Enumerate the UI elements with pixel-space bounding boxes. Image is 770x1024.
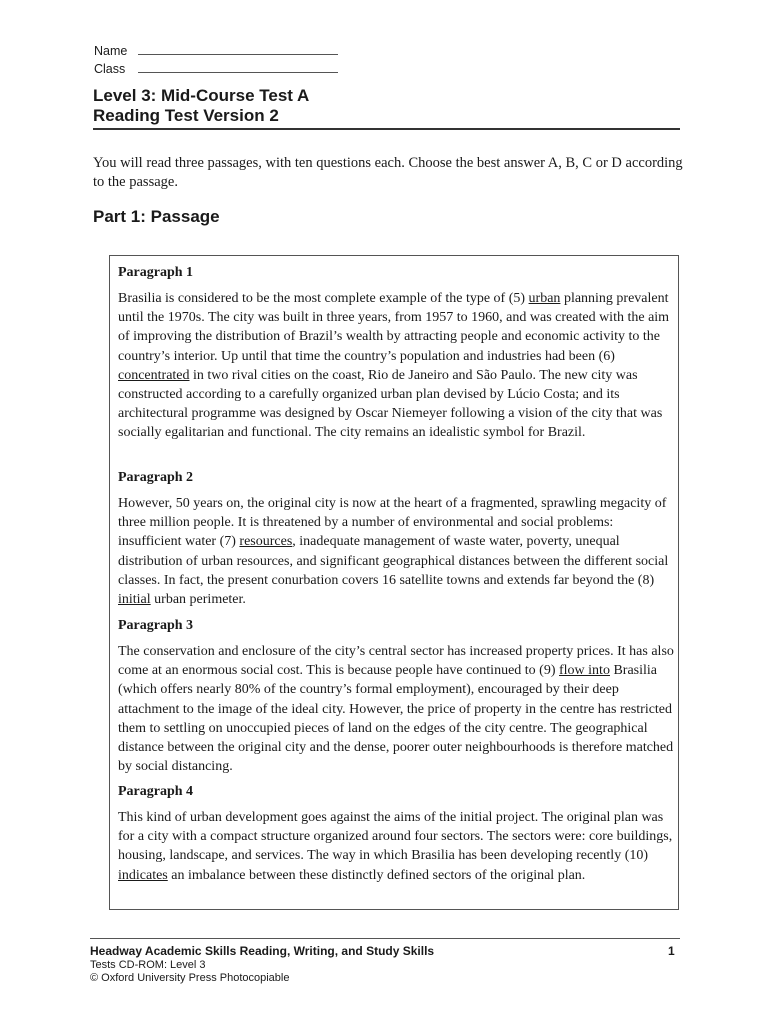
title-divider	[93, 128, 680, 130]
part-heading: Part 1: Passage	[93, 207, 220, 226]
vocab-concentrated: concentrated	[118, 367, 190, 383]
class-field	[94, 62, 338, 76]
vocab-indicates: indicates	[118, 867, 168, 883]
title-line-1: Level 3: Mid-Course Test A	[93, 86, 310, 105]
vocab-flow-into: flow into	[559, 663, 610, 679]
paragraph-2-heading: Paragraph 2	[118, 470, 194, 485]
footer-cdrom: Tests CD-ROM: Level 3	[90, 959, 206, 971]
paragraph-3-text: The conservation and enclosure of the city’s central sector has increased property prices. It has also come at an enormous social cost. This is because people have continued to (9) flow into Brasilia (which offers nearly 80% of the country’s formal employment), encouraged by their deep attachment to the image of the ideal city. However, the price of property in the centre has restricted them to settling on unoccupied pieces of land on the edges of the city centre. The geographical distance between the original city and the dense, poorer outer neighbourhoods is therefore matched by social distancing.	[118, 644, 674, 775]
footer-book-title: Headway Academic Skills Reading, Writing, and Study Skills	[90, 944, 435, 958]
vocab-resources: resources	[239, 534, 293, 550]
title-line-2: Reading Test Version 2	[93, 106, 279, 125]
class-line	[138, 71, 338, 73]
paragraph-2-text: However, 50 years on, the original city is now at the heart of a fragmented, sprawling megacity of three million people. It is threatened by a number of environmental and social problems: insufficient water (7) resources, inadequate management of waste water, poverty, unequal distribution of urban resources, and significant geographical distances between the different social classes. In fact, the present conurbation covers 16 satellite towns and extends far beyond the (8) initial urban perimeter.	[118, 496, 669, 608]
vocab-initial: initial	[118, 592, 151, 608]
footer-divider	[90, 938, 680, 939]
footer-page-number: 1	[668, 944, 675, 958]
name-line	[138, 53, 338, 55]
paragraph-1-text: Brasilia is considered to be the most complete example of the type of (5) urban planning prevalent until the 1970s. The city was built in three years, from 1957 to 1960, and was created with the aim of improving the distribution of Brazil’s wealth by attracting people and economic activity to the country’s interior. Up until that time the country’s population and industries had been (6) concentrated in two rival cities on the coast, Rio de Janeiro and São Paulo. The new city was constructed according to a carefully organized urban plan devised by Lúcio Costa; and its architectural programme was designed by Oscar Niemeyer following a vision of the city that was socially egalitarian and functional. The city remains an idealistic symbol for Brazil.	[118, 291, 670, 441]
paragraph-4-text: This kind of urban development goes against the aims of the initial project. The original plan was for a city with a compact structure organized around four sectors. The sectors were: core buildings, housing, landscape, and services. The way in which Brasilia has been developing recently (10) indicates an imbalance between these distinctly defined sectors of the original plan.	[118, 810, 673, 883]
instructions: You will read three passages, with ten questions each. Choose the best answer A, B, C or D according to the passage.	[93, 155, 683, 190]
page-title	[93, 86, 309, 126]
paragraph-1-heading: Paragraph 1	[118, 265, 194, 280]
footer-copyright: © Oxford University Press Photocopiable	[90, 972, 290, 984]
paragraph-4-heading: Paragraph 4	[118, 784, 194, 799]
name-label: Name	[94, 44, 128, 58]
paragraph-3-heading: Paragraph 3	[118, 618, 194, 633]
class-label: Class	[94, 62, 126, 76]
name-field	[94, 44, 338, 58]
vocab-urban: urban	[528, 291, 561, 306]
